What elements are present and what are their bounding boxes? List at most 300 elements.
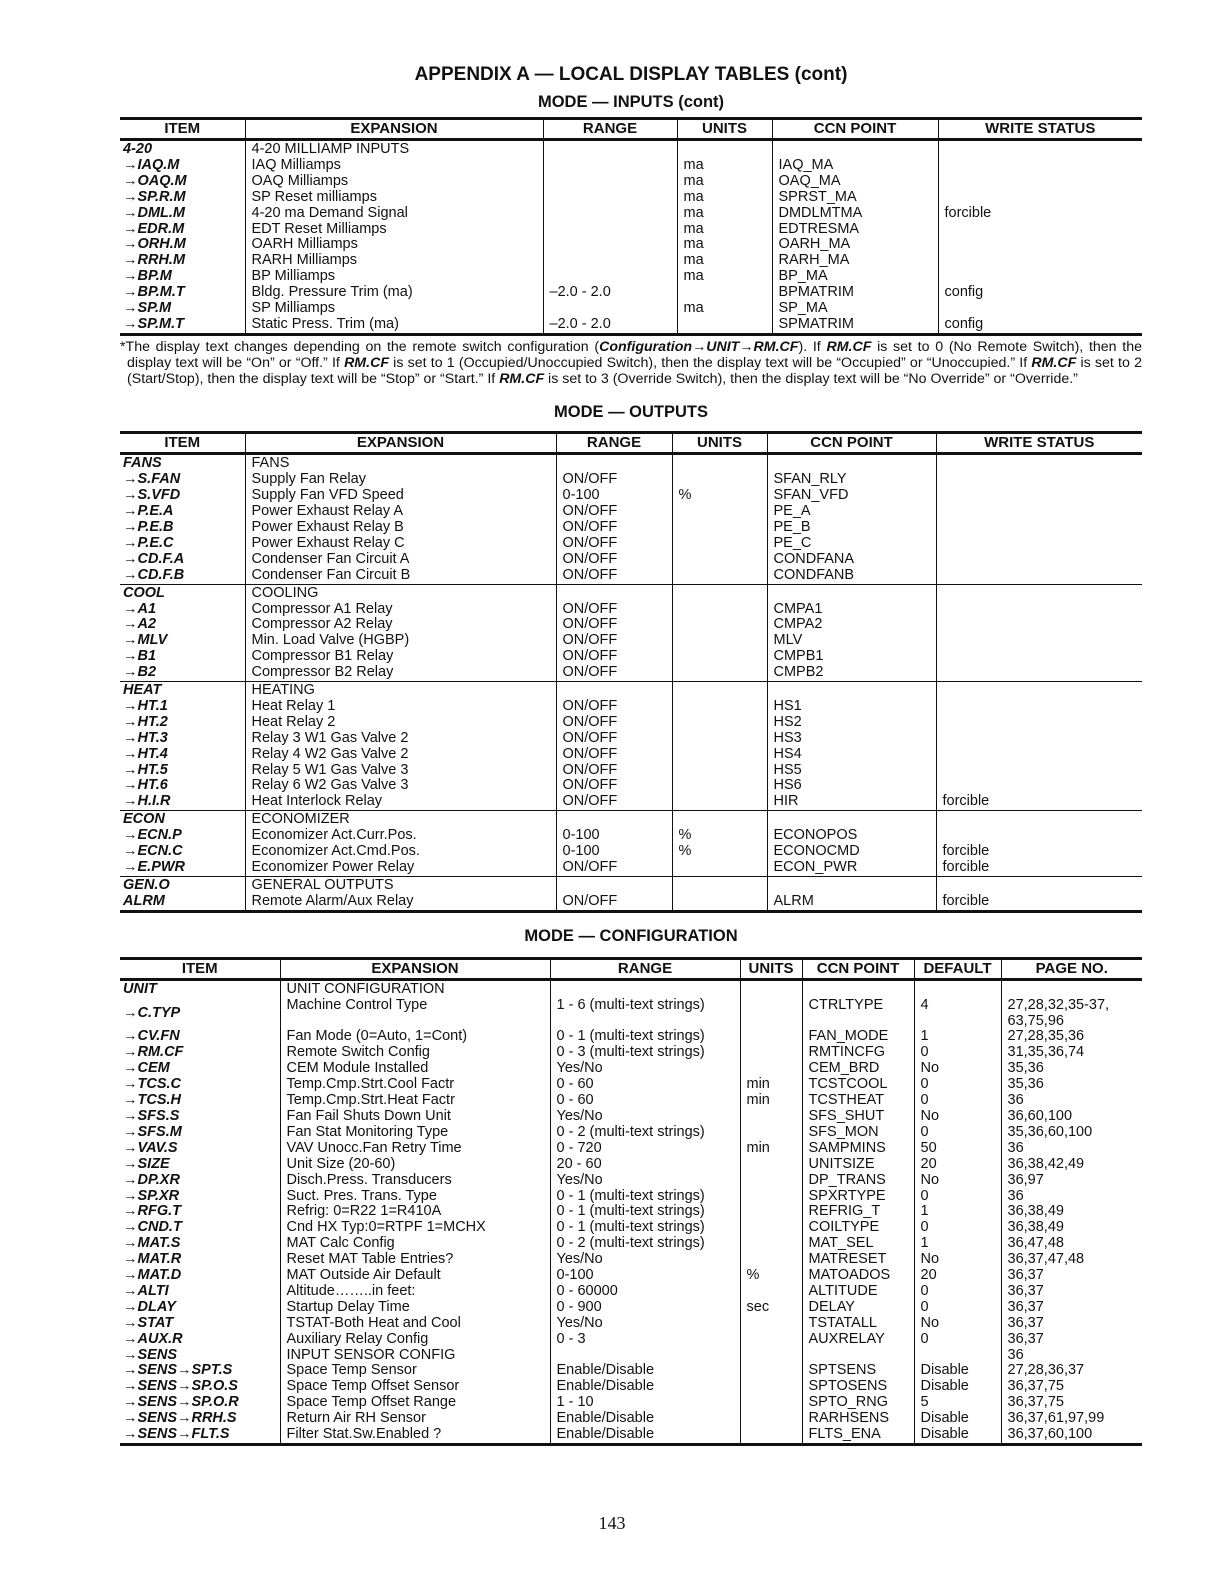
cell-ccn-point (767, 633, 936, 649)
cell-expansion (245, 778, 556, 794)
cell-default (914, 1173, 1001, 1189)
expansion-text: Return Air RH Sensor (286, 1411, 426, 1427)
cell-units (672, 472, 767, 488)
cell-item (120, 190, 245, 206)
range-text: 0 - 60 (556, 1077, 594, 1093)
ccn-point-text: AUXRELAY (808, 1331, 885, 1347)
ccn-point-text: EDTRESMA (778, 221, 860, 237)
cell-default (914, 1109, 1001, 1125)
cell-range (550, 1236, 740, 1252)
expansion-text: Temp.Cmp.Strt.Cool Factr (286, 1077, 455, 1093)
cell-item (120, 1157, 280, 1173)
table-row (120, 894, 1142, 911)
ccn-point-text: HS5 (773, 762, 802, 778)
cell-range (556, 454, 672, 472)
cell-default (914, 1189, 1001, 1205)
cell-ccn-point (767, 894, 936, 911)
expansion-text: Space Temp Sensor (286, 1363, 417, 1379)
cell-write-status (936, 828, 1142, 844)
cell-units (740, 998, 802, 1030)
cell-default (914, 1252, 1001, 1268)
cell-expansion (245, 794, 556, 810)
cell-ccn-point (767, 794, 936, 810)
cell-write-status (938, 317, 1142, 334)
cell-write-status (936, 504, 1142, 520)
cell-units (672, 520, 767, 536)
ccn-point-text: RMTINCFG (808, 1045, 886, 1061)
item-text: →C.TYP (123, 1004, 181, 1021)
cell-write-status (938, 174, 1142, 190)
page-no-text: 36,37,60,100 (1007, 1427, 1093, 1443)
page-no-text: 27,28,35,36 (1007, 1029, 1085, 1045)
item-text: →B1 (123, 649, 157, 665)
range-text: ON/OFF (562, 762, 618, 778)
cell-item (120, 1141, 280, 1157)
cell-range (550, 979, 740, 997)
item-text: →ECN.C (123, 844, 183, 860)
item-text: →SP.M (123, 301, 172, 317)
cell-write-status (936, 617, 1142, 633)
expansion-text: 4-20 MILLIAMP INPUTS (251, 141, 410, 157)
range-text: ON/OFF (562, 551, 618, 567)
footnote-param: RM.CF (826, 338, 872, 355)
cell-page-no (1001, 1029, 1142, 1045)
ccn-point-text: PE_A (773, 504, 811, 520)
table-row (120, 828, 1142, 844)
cell-range (556, 665, 672, 681)
table-row (120, 140, 1142, 158)
cell-range (543, 174, 677, 190)
ccn-point-text: SFAN_RLY (773, 472, 847, 488)
ccn-point-text: SPTSENS (808, 1363, 877, 1379)
item-text: →SP.R.M (123, 189, 186, 205)
cell-units (740, 1348, 802, 1364)
cell-write-status (938, 285, 1142, 301)
footnote-param: RM.CF (344, 354, 389, 371)
range-text: 0-100 (562, 844, 600, 860)
range-text: ON/OFF (562, 504, 618, 520)
page-no-text: 31,35,36,74 (1007, 1045, 1085, 1061)
item-text: →CD.F.A (123, 551, 185, 567)
range-text: ON/OFF (562, 601, 618, 617)
table-row (120, 844, 1142, 860)
cell-units (740, 1045, 802, 1061)
cell-range (550, 1316, 740, 1332)
ccn-point-text: FAN_MODE (808, 1029, 889, 1045)
expansion-text: Economizer Act.Curr.Pos. (251, 828, 417, 844)
page-no-text: 36,37,47,48 (1007, 1252, 1085, 1268)
units-text: sec (746, 1299, 770, 1315)
expansion-text: VAV Unocc.Fan Retry Time (286, 1140, 462, 1156)
range-text: ON/OFF (562, 535, 618, 551)
units-text: % (678, 828, 692, 844)
item-text: →DLAY (123, 1299, 176, 1315)
ccn-point-text: COILTYPE (808, 1220, 880, 1236)
expansion-text: UNIT CONFIGURATION (286, 980, 445, 997)
cell-write-status (936, 649, 1142, 665)
cell-write-status (936, 633, 1142, 649)
ccn-point-text: SFS_SHUT (808, 1108, 885, 1124)
range-text: –2.0 - 2.0 (549, 316, 611, 332)
units-text: min (746, 1093, 770, 1109)
cell-ccn-point (767, 584, 936, 601)
table-row (120, 747, 1142, 763)
cell-units (672, 649, 767, 665)
cell-item (120, 1395, 280, 1411)
col-units: UNITS (677, 119, 772, 140)
range-text: ON/OFF (562, 778, 618, 794)
page-no-text: 36,38,49 (1007, 1204, 1064, 1220)
cell-item (120, 979, 280, 997)
cell-range (556, 552, 672, 568)
cell-ccn-point (767, 731, 936, 747)
table-row (120, 1268, 1142, 1284)
table-row (120, 237, 1142, 253)
cell-write-status (936, 472, 1142, 488)
range-text: Yes/No (556, 1252, 603, 1268)
item-text: →SENS→SP.O.S (123, 1379, 238, 1395)
cell-units (677, 317, 772, 334)
item-text: →SFS.S (123, 1108, 180, 1124)
ccn-point-text: CONDFANA (773, 551, 855, 567)
range-text: 1 - 6 (multi-text strings) (556, 997, 705, 1013)
cell-default (914, 1141, 1001, 1157)
cell-write-status (938, 237, 1142, 253)
col-ccn-point: CCN POINT (772, 119, 938, 140)
cell-expansion (245, 584, 556, 601)
ccn-point-text: BPMATRIM (778, 285, 854, 301)
ccn-point-text: ALRM (773, 893, 814, 909)
cell-range (550, 1125, 740, 1141)
ccn-point-text: DP_TRANS (808, 1172, 886, 1188)
cell-item (120, 602, 245, 618)
range-text: 0 - 1 (multi-text strings) (556, 1188, 705, 1204)
col-range: RANGE (543, 119, 677, 140)
cell-page-no (1001, 1284, 1142, 1300)
cell-units (740, 1077, 802, 1093)
cell-item (120, 1252, 280, 1268)
range-text: 0-100 (562, 828, 600, 844)
cell-item (120, 1077, 280, 1093)
cell-ccn-point (802, 1220, 914, 1236)
cell-range (556, 747, 672, 763)
item-text: →S.FAN (123, 472, 181, 488)
cell-expansion (280, 1332, 550, 1348)
table-row (120, 1427, 1142, 1444)
cell-page-no (1001, 1363, 1142, 1379)
cell-ccn-point (802, 1300, 914, 1316)
table-row (120, 998, 1142, 1030)
table-row (120, 1173, 1142, 1189)
cell-units (672, 763, 767, 779)
cell-range (556, 472, 672, 488)
ccn-point-text: HS3 (773, 730, 802, 746)
default-text: Disable (920, 1427, 969, 1443)
cell-expansion (280, 1125, 550, 1141)
ccn-point-text: IAQ_MA (778, 157, 834, 173)
units-text: ma (683, 189, 704, 205)
cell-page-no (1001, 1204, 1142, 1220)
item-text: →SENS→SPT.S (123, 1363, 233, 1379)
ccn-point-text: SPRST_MA (778, 189, 857, 205)
cell-ccn-point (772, 237, 938, 253)
cell-page-no (1001, 1141, 1142, 1157)
ccn-point-text: CEM_BRD (808, 1061, 880, 1077)
cell-item (120, 269, 245, 285)
item-text: →SFS.M (123, 1124, 182, 1140)
cell-item (120, 731, 245, 747)
cell-default (914, 1268, 1001, 1284)
cell-units (672, 584, 767, 601)
cell-write-status (938, 140, 1142, 158)
default-text: No (920, 1108, 940, 1124)
cell-expansion (245, 633, 556, 649)
ccn-point-text: HIR (773, 794, 799, 810)
page-no-text: 36,37 (1007, 1315, 1044, 1331)
default-text: 20 (920, 1268, 937, 1284)
cell-range (550, 1395, 740, 1411)
expansion-text: Relay 3 W1 Gas Valve 2 (251, 730, 409, 746)
cell-units (672, 488, 767, 504)
cell-item (120, 1332, 280, 1348)
cell-range (550, 1268, 740, 1284)
col-range: RANGE (550, 958, 740, 979)
expansion-text: TSTAT-Both Heat and Cool (286, 1315, 461, 1331)
cell-expansion (280, 1300, 550, 1316)
item-text: →STAT (123, 1315, 174, 1331)
ccn-point-text: SPMATRIM (778, 316, 854, 332)
cell-default (914, 1348, 1001, 1364)
range-text: 0 - 60 (556, 1093, 594, 1109)
cell-expansion (280, 998, 550, 1030)
cell-ccn-point (802, 1379, 914, 1395)
page-no-text: 36 (1007, 1347, 1024, 1363)
cell-range (550, 1109, 740, 1125)
table-row (120, 1395, 1142, 1411)
cell-item (120, 1363, 280, 1379)
cell-ccn-point (802, 1141, 914, 1157)
item-text: →ECN.P (123, 828, 182, 844)
cell-expansion (245, 602, 556, 618)
page-no-text: 36,37,75 (1007, 1395, 1064, 1411)
table-row (120, 222, 1142, 238)
cell-expansion (245, 860, 556, 876)
expansion-text: MAT Calc Config (286, 1236, 395, 1252)
cell-expansion (245, 317, 543, 334)
page-no-text: 36,38,42,49 (1007, 1156, 1085, 1172)
cell-ccn-point (802, 1029, 914, 1045)
item-text: →SIZE (123, 1156, 170, 1172)
col-page-no: PAGE NO. (1001, 958, 1142, 979)
table-row (120, 253, 1142, 269)
cell-units (740, 1220, 802, 1236)
cell-units (677, 206, 772, 222)
cell-expansion (245, 454, 556, 472)
ccn-point-text: OARH_MA (778, 237, 851, 253)
cell-item (120, 1220, 280, 1236)
cell-range (543, 317, 677, 334)
ccn-point-text: DELAY (808, 1299, 855, 1315)
cell-write-status (936, 584, 1142, 601)
cell-expansion (280, 1173, 550, 1189)
cell-range (550, 1173, 740, 1189)
cell-units (740, 1061, 802, 1077)
cell-page-no (1001, 1395, 1142, 1411)
cell-item (120, 568, 245, 584)
cell-units (740, 1125, 802, 1141)
write-status-text: forcible (942, 893, 990, 909)
range-text: 0 - 2 (multi-text strings) (556, 1236, 705, 1252)
expansion-text: Unit Size (20-60) (286, 1156, 396, 1172)
expansion-text: FANS (251, 455, 290, 472)
cell-default (914, 1125, 1001, 1141)
cell-range (550, 1411, 740, 1427)
cell-range (556, 876, 672, 893)
page-no-text: 36 (1007, 1093, 1024, 1109)
cell-units (672, 828, 767, 844)
cell-expansion (280, 1252, 550, 1268)
cell-units (672, 665, 767, 681)
cell-ccn-point (772, 222, 938, 238)
cell-default (914, 1093, 1001, 1109)
expansion-text: SP Reset milliamps (251, 189, 377, 205)
item-text: →SENS (123, 1347, 177, 1363)
cell-ccn-point (772, 158, 938, 174)
expansion-text: Heat Relay 2 (251, 714, 336, 730)
expansion-text: Filter Stat.Sw.Enabled ? (286, 1427, 442, 1443)
cell-expansion (245, 237, 543, 253)
range-text: ON/OFF (562, 472, 618, 488)
cell-range (556, 894, 672, 911)
cell-range (550, 1157, 740, 1173)
expansion-text: Altitude……..in feet: (286, 1283, 416, 1299)
cell-item (120, 778, 245, 794)
cell-expansion (280, 1220, 550, 1236)
table-row (120, 682, 1142, 699)
cell-write-status (936, 488, 1142, 504)
ccn-point-text: HS1 (773, 698, 802, 714)
cell-range (550, 998, 740, 1030)
ccn-point-text: RARHSENS (808, 1411, 890, 1427)
cell-ccn-point (767, 844, 936, 860)
cell-default (914, 1363, 1001, 1379)
cell-item (120, 1189, 280, 1205)
item-text: →CV.FN (123, 1029, 180, 1045)
range-text: Enable/Disable (556, 1411, 655, 1427)
default-text: No (920, 1172, 940, 1188)
ccn-point-text: PE_B (773, 519, 811, 535)
expansion-text: Economizer Power Relay (251, 860, 415, 875)
cell-page-no (1001, 1157, 1142, 1173)
cell-item (120, 174, 245, 190)
cell-item (120, 1204, 280, 1220)
ccn-point-text: MLV (773, 633, 803, 649)
range-text: 0 - 720 (556, 1140, 602, 1156)
cell-units (677, 222, 772, 238)
ccn-point-text: TCSTHEAT (808, 1093, 884, 1109)
item-text: →P.E.A (123, 504, 174, 520)
expansion-text: Compressor A2 Relay (251, 617, 393, 633)
ccn-point-text: CTRLTYPE (808, 997, 884, 1013)
cell-expansion (245, 269, 543, 285)
table-row (120, 860, 1142, 876)
cell-units (677, 237, 772, 253)
cell-range (550, 1427, 740, 1444)
cell-ccn-point (767, 602, 936, 618)
cell-range (556, 536, 672, 552)
cell-range (556, 520, 672, 536)
cell-expansion (280, 1093, 550, 1109)
expansion-text: Suct. Pres. Trans. Type (286, 1188, 437, 1204)
cell-units (672, 536, 767, 552)
table-row (120, 763, 1142, 779)
cell-expansion (245, 682, 556, 699)
table-row (120, 1236, 1142, 1252)
range-text: Yes/No (556, 1315, 603, 1331)
cell-ccn-point (802, 1411, 914, 1427)
cell-units (740, 1411, 802, 1427)
cell-write-status (936, 568, 1142, 584)
table-row (120, 1379, 1142, 1395)
cell-page-no (1001, 998, 1142, 1030)
table-row (120, 699, 1142, 715)
inputs-section-title: MODE — INPUTS (cont) (537, 93, 725, 111)
cell-ccn-point (802, 1252, 914, 1268)
page-no-text: 36,37 (1007, 1283, 1044, 1299)
page-no-text: 36 (1007, 1140, 1024, 1156)
cell-page-no (1001, 1411, 1142, 1427)
units-text: ma (683, 253, 704, 269)
cell-ccn-point (802, 1395, 914, 1411)
cell-units (740, 1332, 802, 1348)
cell-item (120, 520, 245, 536)
item-text: →EDR.M (123, 221, 185, 237)
cell-range (550, 1045, 740, 1061)
cell-expansion (245, 844, 556, 860)
cell-ccn-point (802, 1077, 914, 1093)
cell-range (543, 222, 677, 238)
table-row (120, 536, 1142, 552)
cell-default (914, 998, 1001, 1030)
cell-item (120, 285, 245, 301)
cell-write-status (936, 778, 1142, 794)
units-text: min (746, 1140, 770, 1156)
cell-write-status (936, 602, 1142, 618)
expansion-text: SP Milliamps (251, 301, 336, 317)
col-item: ITEM (120, 119, 245, 140)
cell-item (120, 1300, 280, 1316)
cell-ccn-point (802, 1173, 914, 1189)
cell-expansion (245, 504, 556, 520)
page-no-text: 35,36 (1007, 1061, 1044, 1077)
item-text: →MLV (123, 633, 168, 649)
cell-units (740, 1189, 802, 1205)
table-row (120, 1077, 1142, 1093)
cell-expansion (280, 1204, 550, 1220)
cell-expansion (245, 253, 543, 269)
item-text: →IAQ.M (123, 157, 180, 173)
default-text: Disable (920, 1379, 969, 1395)
cell-item (120, 811, 245, 828)
cell-units (672, 715, 767, 731)
cell-range (556, 794, 672, 810)
table-row (120, 979, 1142, 997)
col-units: UNITS (740, 958, 802, 979)
range-text: ON/OFF (562, 794, 618, 810)
table-row (120, 1045, 1142, 1061)
ccn-point-text: HS4 (773, 746, 802, 762)
cell-item (120, 472, 245, 488)
